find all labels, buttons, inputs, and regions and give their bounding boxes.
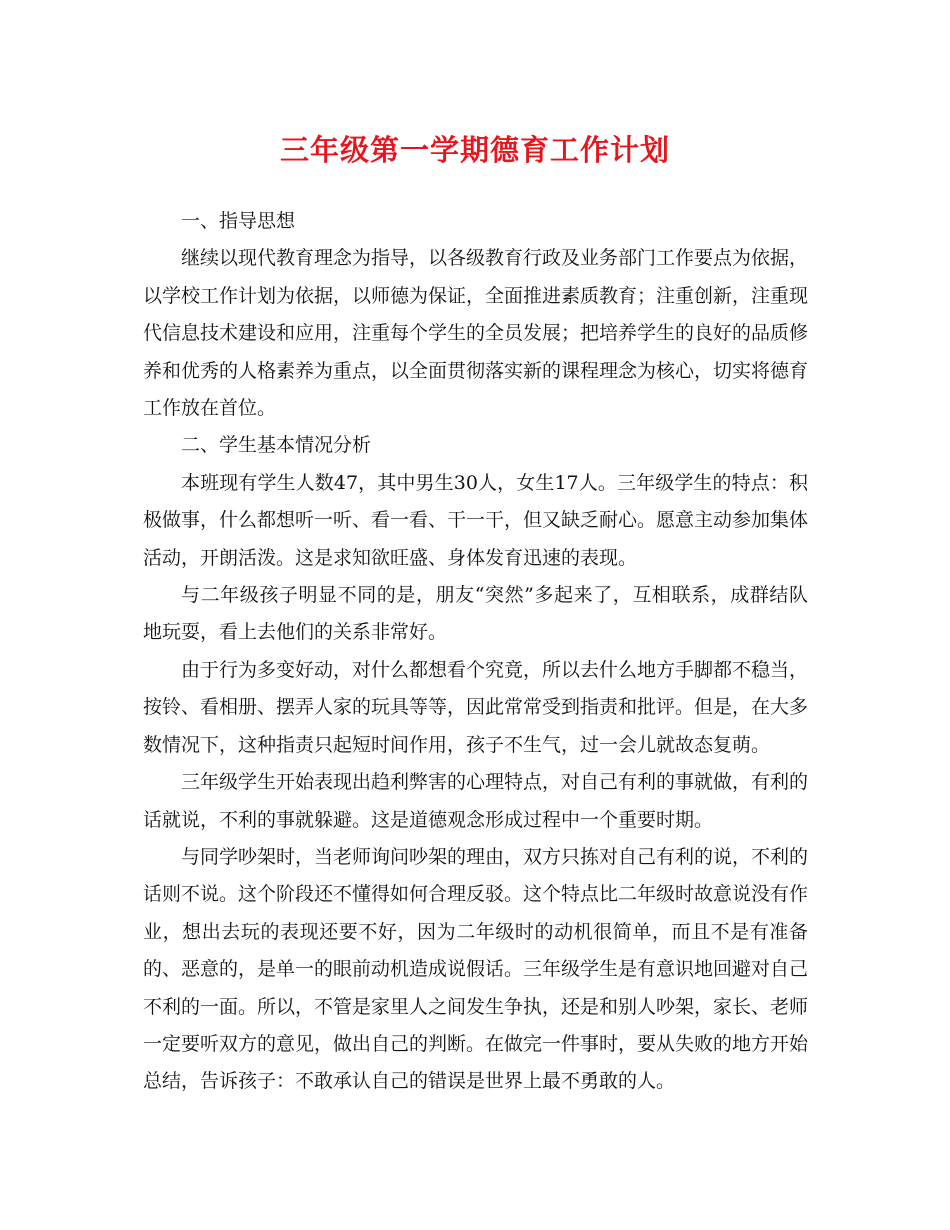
paragraph: 三年级学生开始表现出趋利弊害的心理特点，对自己有利的事就做，有利的话就说，不利的事就躲避。这是道德观念形成过程中一个重要时期。 <box>143 771 809 831</box>
paragraph: 本班现有学生人数47，其中男生30人，女生17人。三年级学生的特点：积极做事，什么都想听一听、看一看、干一干，但又缺乏耐心。愿意主动参加集体活动，开朗活泼。这是求知欲旺盛、身体发育迅速的表现。 <box>143 471 809 569</box>
section-heading-student-analysis: 二、学生基本情况分析 <box>181 434 372 457</box>
paragraph: 继续以现代教育理念为指导，以各级教育行政及业务部门工作要点为依据，以学校工作计划为依据，以师德为保证，全面推进素质教育；注重创新，注重现代信息技术建设和应用，注重每个学生的全员发展；把培养学生的良好的品质修养和优秀的人格素养为重点，以全面贯彻落实新的课程理念为核心，切实将德育工作放在首位。 <box>143 247 809 420</box>
paragraph: 由于行为多变好动，对什么都想看个究竟，所以去什么地方手脚都不稳当，按铃、看相册、摆弄人家的玩具等等，因此常常受到指责和批评。但是，在大多数情况下，这种指责只起短时间作用，孩子不生气，过一会儿就故态复萌。 <box>143 658 809 756</box>
paragraph: 与同学吵架时，当老师询问吵架的理由，双方只拣对自己有利的说，不利的话则不说。这个阶段还不懂得如何合理反驳。这个特点比二年级时故意说没有作业，想出去玩的表现还要不好，因为二年级时的动机很简单，而且不是有准备的、恶意的，是单一的眼前动机造成说假话。三年级学生是有意识地回避对自己不利的一面。所以，不管是家里人之间发生争执，还是和别人吵架，家长、老师一定要听双方的意见，做出自己的判断。在做完一件事时，要从失败的地方开始总结，告诉孩子：不敢承认自己的错误是世界上最不勇敢的人。 <box>143 845 809 1093</box>
section-heading-guiding-ideology: 一、指导思想 <box>181 210 296 232</box>
document-title: 三年级第一学期德育工作计划 <box>279 133 670 167</box>
document-body <box>143 203 808 1101</box>
paragraph: 与二年级孩子明显不同的是，朋友“突然”多起来了，互相联系，成群结队地玩耍，看上去他们的关系非常好。 <box>143 584 808 644</box>
